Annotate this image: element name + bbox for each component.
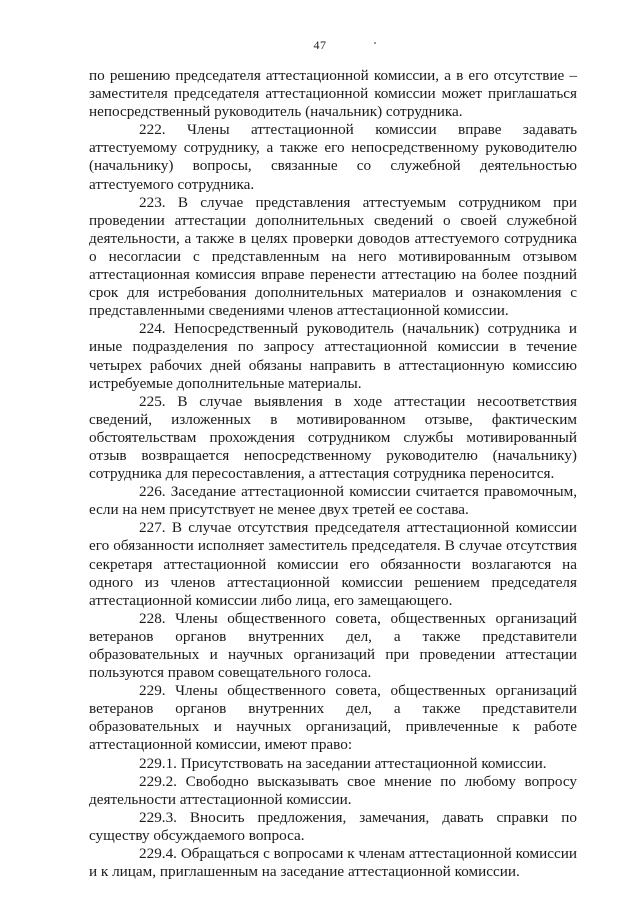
- paragraph-223: 223. В случае представления аттестуемым сотрудником при проведении аттестации дополнительных сведений о своей служебной деятельности, а также в целях проверки доводов аттестуемого сотрудника о несогласии с представленным на него мотивированным отзывом аттестационная комиссия вправе перенести аттестацию на более поздний срок для истребования дополнительных материалов и ознакомления с представленными сведениями членов аттестационной комиссии.: [89, 193, 577, 320]
- paragraph-continuation: по решению председателя аттестационной комиссии, а в его отсутствие – заместителя председателя аттестационной комиссии может приглашаться непосредственный руководитель (начальник) сотрудника.: [89, 67, 577, 121]
- scan-speck: [374, 42, 376, 44]
- paragraph-226: 226. Заседание аттестационной комиссии считается правомочным, если на нем присутствует не менее двух третей ее состава.: [89, 483, 577, 519]
- paragraph-225: 225. В случае выявления в ходе аттестации несоответствия сведений, изложенных в мотивированном отзыве, фактическим обстоятельствам прохождения сотрудником службы мотивированный отзыв возвращается непосредственному руководителю (начальнику) сотрудника для пересоставления, а аттестация сотрудника переносится.: [89, 392, 577, 483]
- paragraph-222: 222. Члены аттестационной комиссии вправе задавать аттестуемому сотруднику, а также его непосредственному руководителю (начальнику) вопросы, связанные со служебной деятельностью аттестуемого сотрудника.: [89, 121, 577, 193]
- paragraph-229-1: 229.1. Присутствовать на заседании аттестационной комиссии.: [139, 754, 547, 772]
- paragraph-229: 229. Члены общественного совета, общественных организаций ветеранов органов внутренних дел, а также представители образовательных и научных организаций, привлеченные к работе аттестационной комиссии, имеют право:: [89, 682, 577, 754]
- paragraph-224: 224. Непосредственный руководитель (начальник) сотрудника и иные подразделения по запросу аттестационной комиссии в течение четырех рабочих дней обязаны направить в аттестационную комиссию истребуемые дополнительные материалы.: [89, 320, 577, 392]
- paragraph-229-3: 229.3. Вносить предложения, замечания, давать справки по существу обсуждаемого вопроса.: [89, 808, 577, 844]
- paragraph-229-2: 229.2. Свободно высказывать свое мнение по любому вопросу деятельности аттестационной комиссии.: [89, 772, 577, 808]
- paragraph-228: 228. Члены общественного совета, общественных организаций ветеранов органов внутренних дел, а также представители образовательных и научных организаций при проведении аттестации пользуются правом совещательного голоса.: [89, 609, 577, 682]
- paragraph-229-4: 229.4. Обращаться с вопросами к членам аттестационной комиссии и к лицам, приглашенным на заседание аттестационной комиссии.: [89, 845, 577, 881]
- paragraph-227: 227. В случае отсутствия председателя аттестационной комиссии его обязанности исполняет заместитель председателя. В случае отсутствия секретаря аттестационной комиссии его обязанности возлагаются на одного из членов аттестационной комиссии решением председателя аттестационной комиссии либо лица, его замещающего.: [89, 519, 577, 609]
- document-body: [89, 67, 577, 881]
- page-number: 47: [313, 38, 327, 52]
